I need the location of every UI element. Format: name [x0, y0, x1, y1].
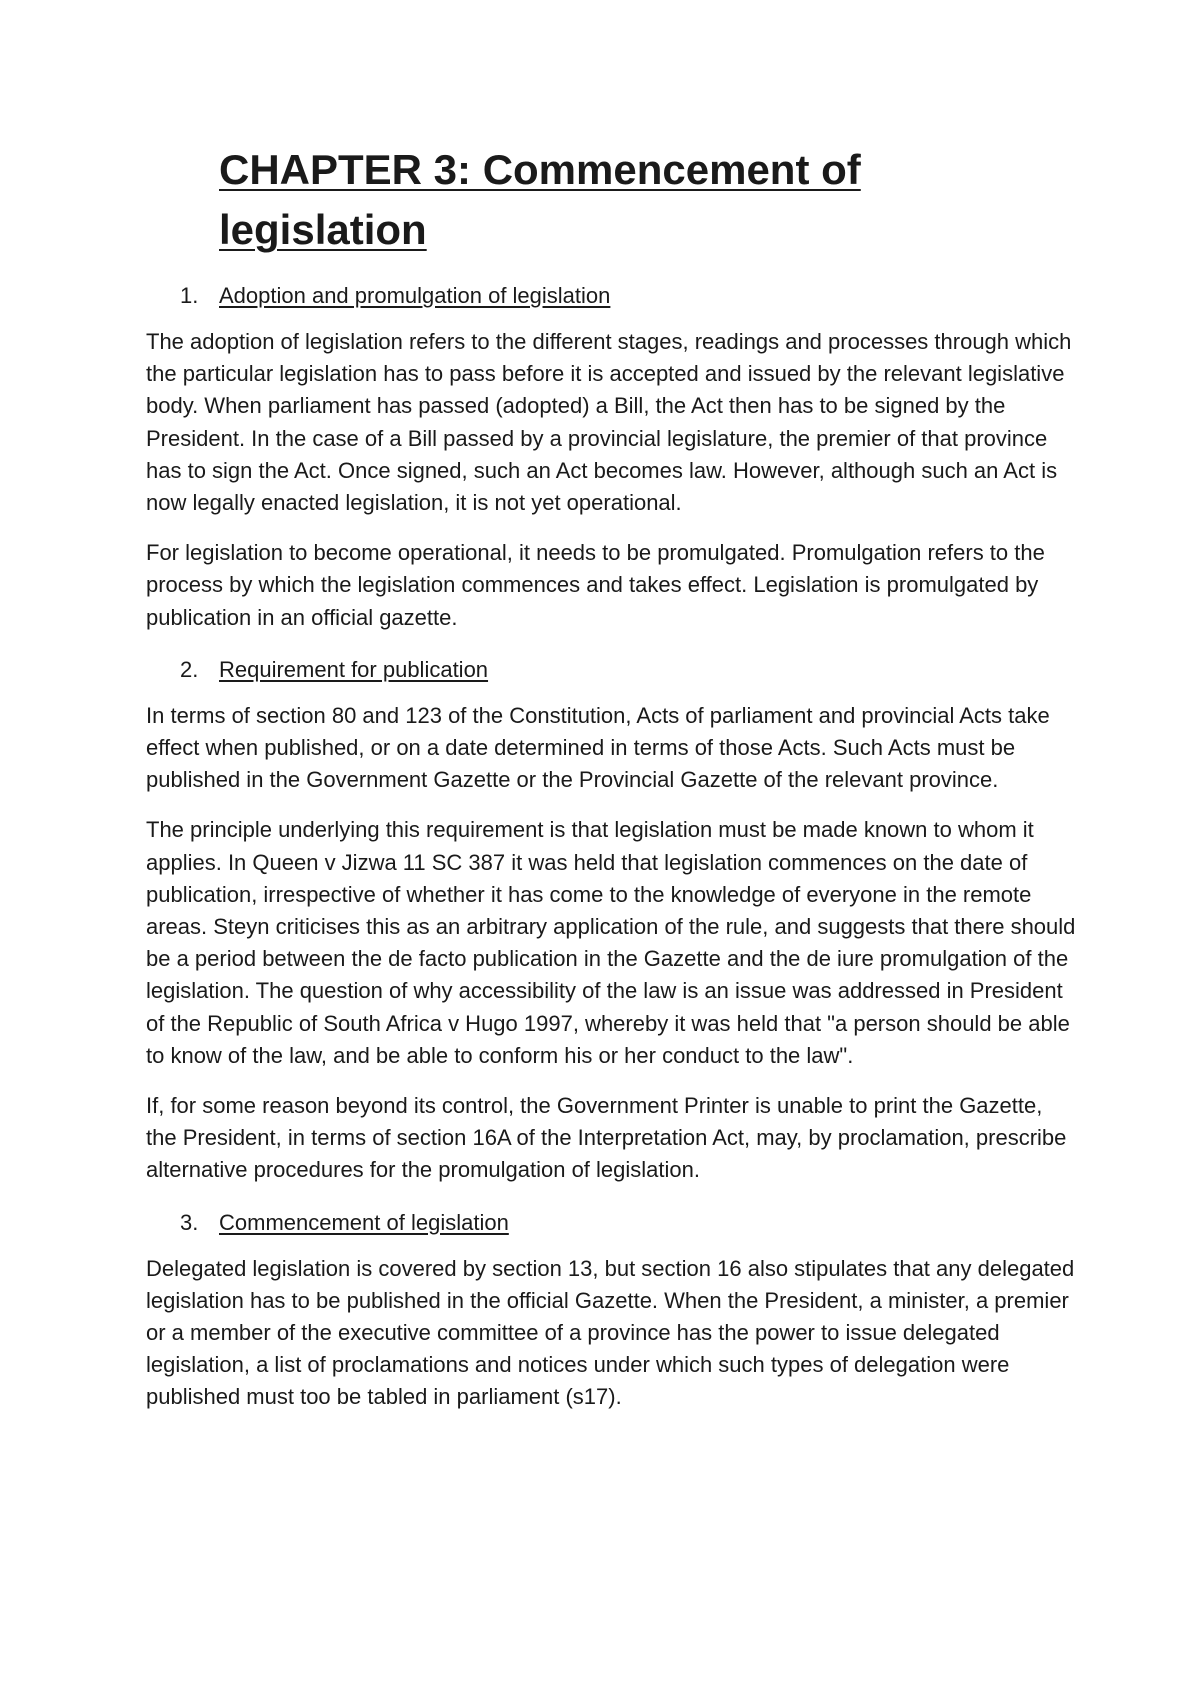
- document-page: [146, 140, 1076, 1432]
- section-heading-adoption: [180, 280, 1076, 312]
- paragraph: The principle underlying this requirement is that legislation must be made known to whom it applies. In Queen v Jizwa 11 SC 387 it was held that legislation commences on the date of publication, irrespective of whether it has come to the knowledge of everyone in the remote areas. Steyn criticises this as an arbitrary application of the rule, and suggests that there should be a period between the de facto publication in the Gazette and the de iure promulgation of the legislation. The question of why accessibility of the law is an issue was addressed in President of the Republic of South Africa v Hugo 1997, whereby it was held that "a person should be able to know of the law, and be able to conform his or her conduct to the law".: [146, 817, 1076, 1068]
- section-heading-text: Commencement of legislation: [219, 1209, 509, 1235]
- paragraph: The adoption of legislation refers to the different stages, readings and processes through which the particular legislation has to pass before it is accepted and issued by the relevant legislative body. When parliament has passed (adopted) a Bill, the Act then has to be signed by the President. In the case of a Bill passed by a provincial legislature, the premier of that province has to sign the Act. Once signed, such an Act becomes law. However, although such an Act is now legally enacted legislation, it is not yet operational.: [146, 329, 1072, 516]
- section-number: 2.: [180, 656, 199, 682]
- paragraph: Delegated legislation is covered by section 13, but section 16 also stipulates that any delegated legislation has to be published in the official Gazette. When the President, a minister, a premier or a member of the executive committee of a province has the power to issue delegated legislation, a list of proclamations and notices under which such types of delegation were published must too be tabled in parliament (s17).: [146, 1255, 1075, 1410]
- paragraph: In terms of section 80 and 123 of the Constitution, Acts of parliament and provincial Acts take effect when published, or on a date determined in terms of those Acts. Such Acts must be published in the Government Gazette or the Provincial Gazette of the relevant province.: [146, 702, 1050, 793]
- section-heading-text: Adoption and promulgation of legislation: [219, 283, 611, 308]
- section-heading-publication: [180, 654, 1076, 686]
- section-heading-text: Requirement for publication: [219, 656, 489, 682]
- section-number: 1.: [180, 283, 199, 308]
- section-heading-commencement: [180, 1207, 1076, 1239]
- section-number: 3.: [180, 1209, 199, 1235]
- chapter-title: CHAPTER 3: Commencement of legislation: [219, 146, 861, 253]
- paragraph: For legislation to become operational, it needs to be promulgated. Promulgation refers to the process by which the legislation commences and takes effect. Legislation is promulgated by publication in an official gazette.: [146, 540, 1045, 630]
- paragraph: If, for some reason beyond its control, the Government Printer is unable to print the Gazette, the President, in terms of section 16A of the Interpretation Act, may, by proclamation, prescribe alternative procedures for the promulgation of legislation.: [146, 1093, 1067, 1183]
